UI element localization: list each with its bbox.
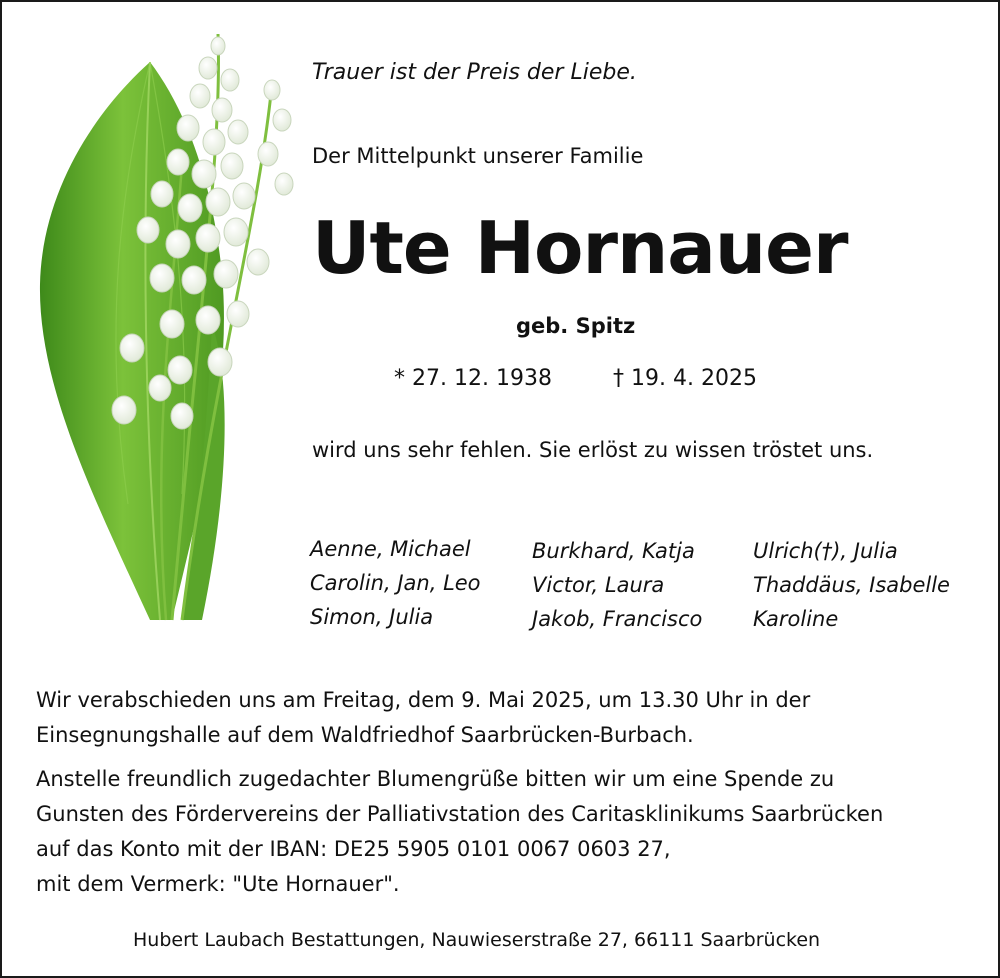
donation-line: Gunsten des Fördervereins der Palliativstation des Caritasklinikums Saarbrücken — [36, 802, 884, 826]
family-line: Karoline — [753, 607, 839, 631]
birth-date: * 27. 12. 1938 — [394, 366, 552, 391]
death-date: † 19. 4. 2025 — [613, 366, 757, 391]
family-line: Simon, Julia — [310, 605, 434, 629]
family-column-2 — [532, 534, 702, 636]
family-line: Aenne, Michael — [310, 537, 471, 561]
motto: Trauer ist der Preis der Liebe. — [312, 60, 637, 85]
family-line: Ulrich(†), Julia — [753, 539, 898, 563]
family-line: Burkhard, Katja — [532, 539, 695, 563]
deceased-name: Ute Hornauer — [312, 206, 848, 290]
service-line: Einsegnungshalle auf dem Waldfriedhof Saarbrücken-Burbach. — [36, 723, 694, 747]
maiden-name: geb. Spitz — [516, 314, 636, 338]
family-column-1 — [310, 532, 481, 634]
intro-line: Der Mittelpunkt unserer Familie — [312, 144, 644, 168]
donation-line: Anstelle freundlich zugedachter Blumengrüße bitten wir um eine Spende zu — [36, 767, 835, 791]
donation-line: auf das Konto mit der IBAN: DE25 5905 0101 0067 0603 27, — [36, 837, 671, 861]
message: wird uns sehr fehlen. Sie erlöst zu wissen tröstet uns. — [312, 438, 874, 462]
family-line: Thaddäus, Isabelle — [753, 573, 950, 597]
donation-line: mit dem Vermerk: "Ute Hornauer". — [36, 872, 400, 896]
service-line: Wir verabschieden uns am Freitag, dem 9. Mai 2025, um 13.30 Uhr in der — [36, 688, 811, 712]
undertaker-footer: Hubert Laubach Bestattungen, Nauwieserstraße 27, 66111 Saarbrücken — [133, 929, 821, 951]
family-line: Victor, Laura — [532, 573, 665, 597]
service-info — [36, 683, 810, 753]
lily-of-the-valley-icon — [32, 24, 312, 624]
family-line: Jakob, Francisco — [532, 607, 703, 631]
donation-info — [36, 762, 883, 902]
family-column-3 — [753, 534, 950, 636]
family-line: Carolin, Jan, Leo — [310, 571, 481, 595]
